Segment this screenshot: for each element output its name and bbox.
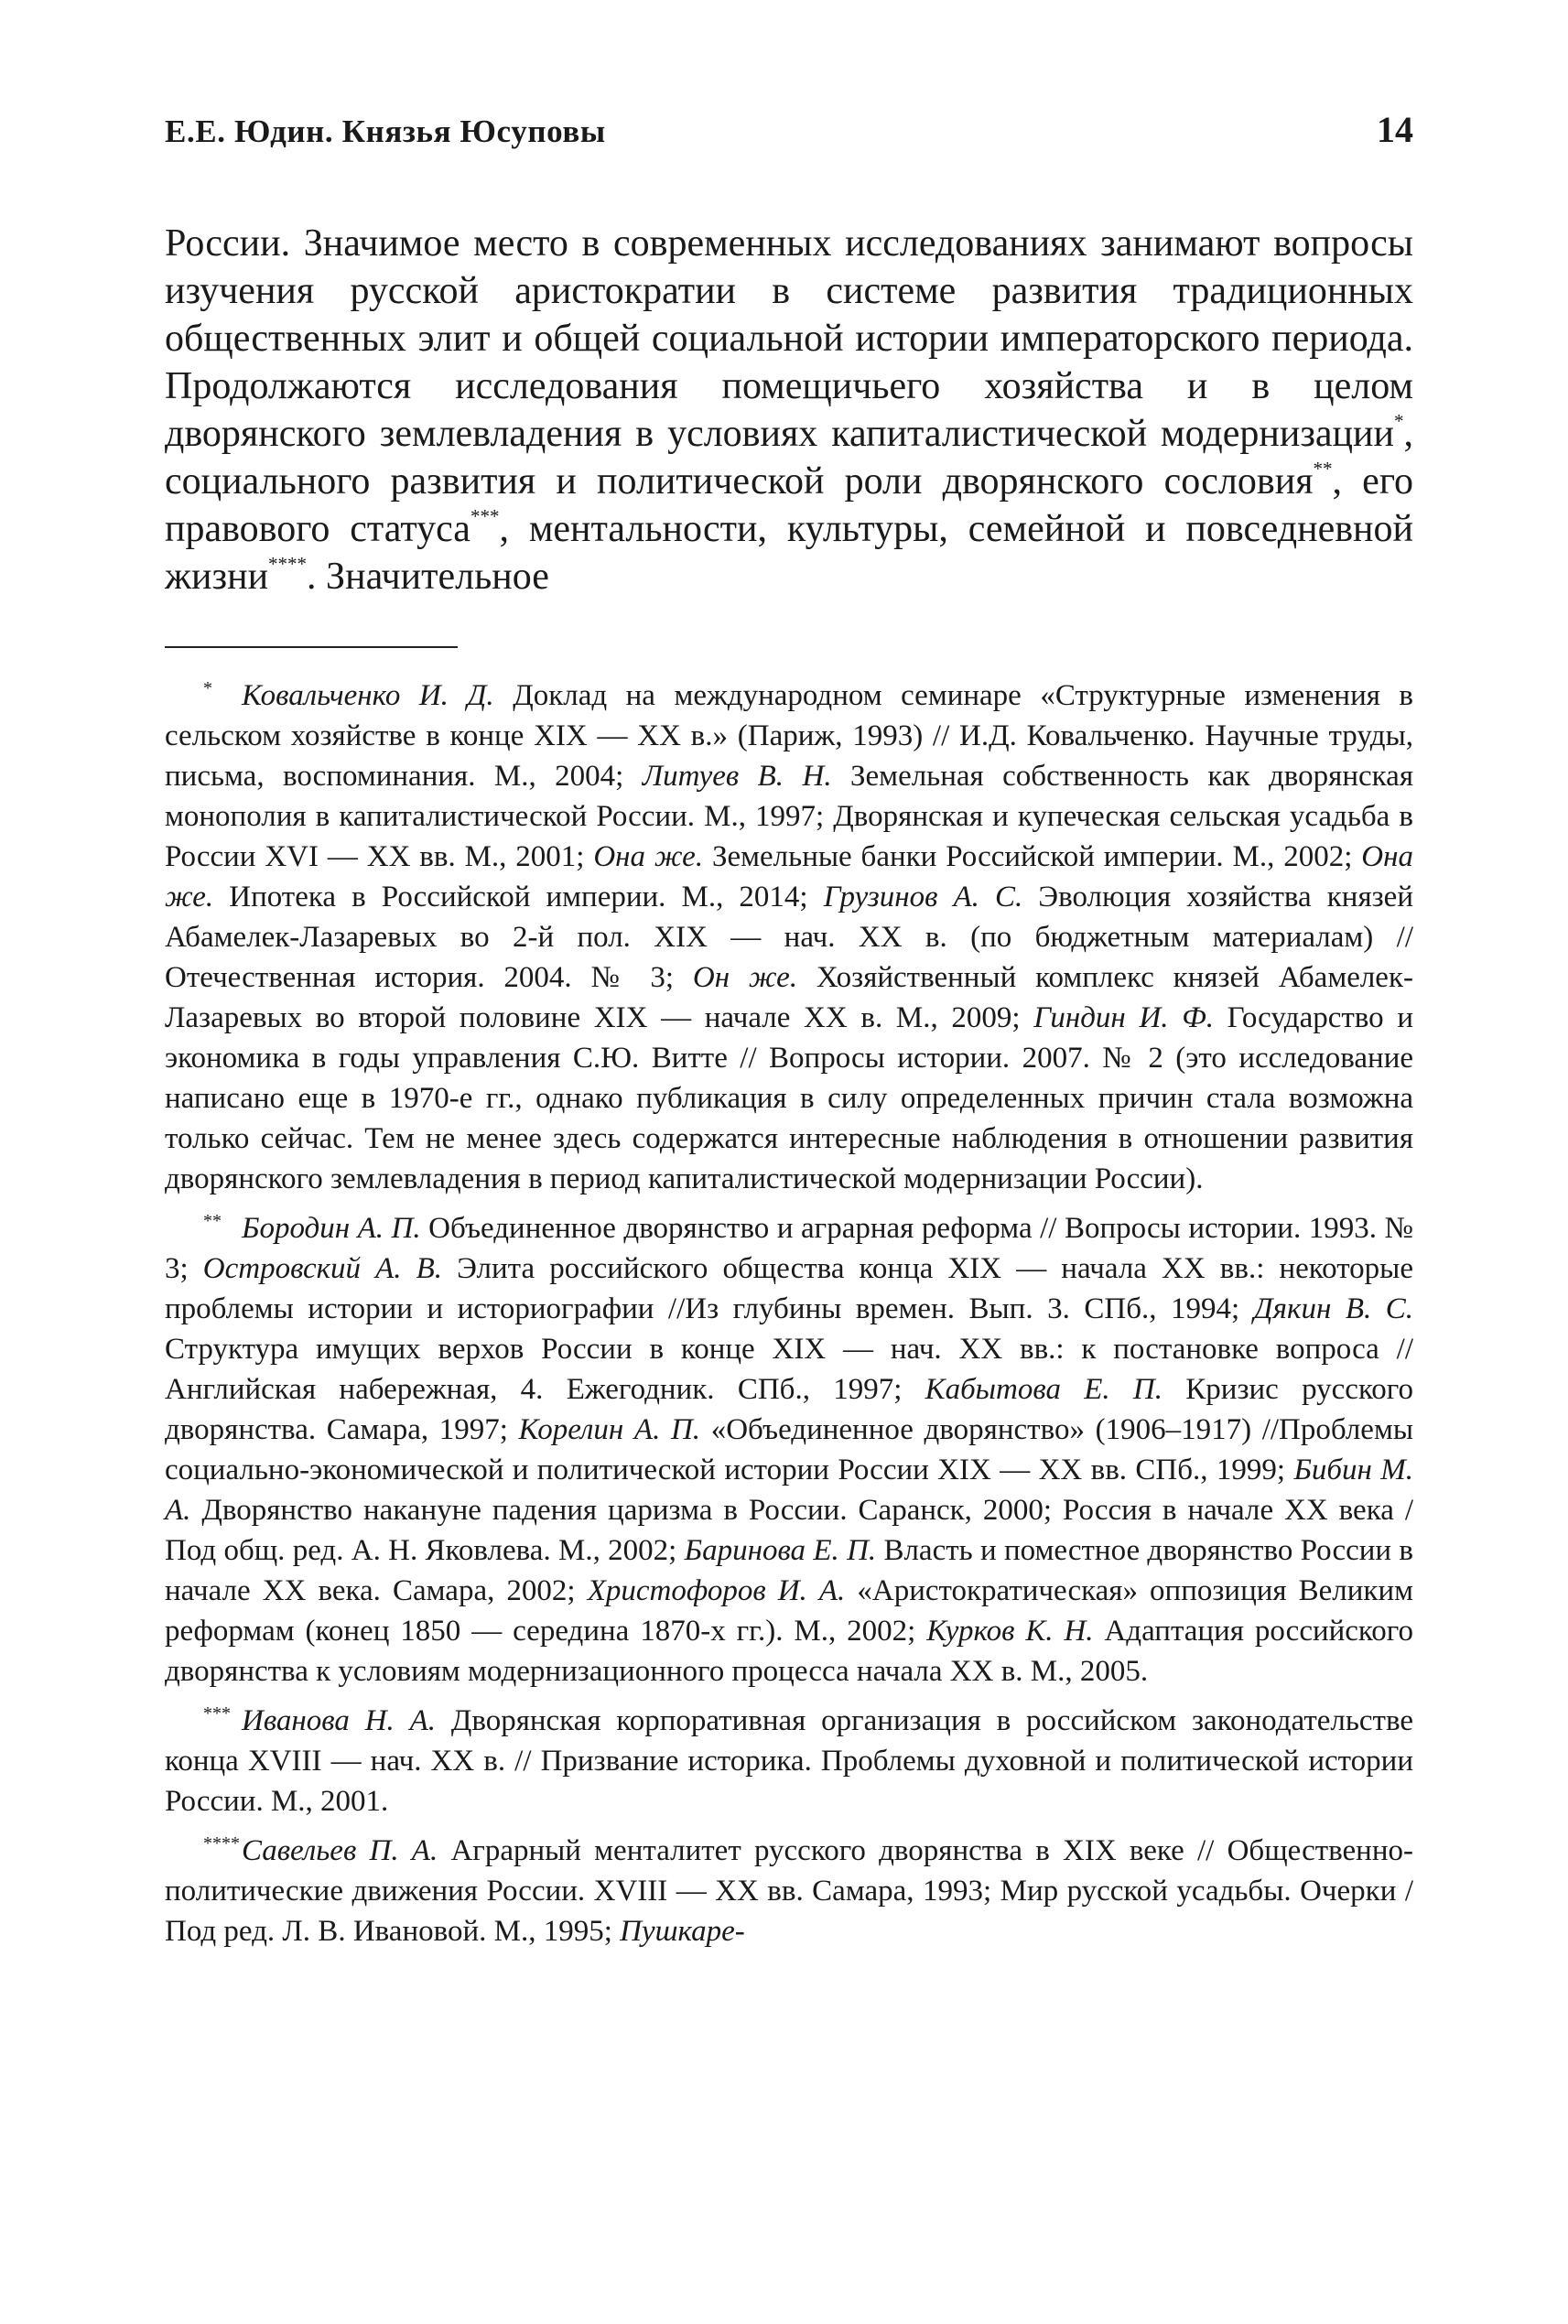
footnote-1: * Ковальченко И. Д. Доклад на международном семинаре «Структурные изменения в сельском хозяйстве в конце XIX — XX в.» (Париж, 1993) // И.Д. Ковальченко. Научные труды, письма, воспоминания. М., 2004; Литуев В. Н. Земельная собственность как дворянская монополия в капиталистической России. М., 1997; Дворянская и купеческая сельская усадьба в России XVI — XX вв. М., 2001; Она же. Земельные банки Российской империи. М., 2002; Она же. Ипотека в Российской империи. М., 2014; Грузинов А. С. Эволюция хозяйства князей Абамелек-Лазаревых во 2-й пол. XIX — нач. XX в. (по бюджетным материалам) // Отечественная история. 2004. № 3; Он же. Хозяйственный комплекс князей Абамелек-Лазаревых во второй половине XIX — начале XX в. М., 2009; Гиндин И. Ф. Государство и экономика в годы управления С.Ю. Витте // Вопросы истории. 2007. № 2 (это исследование написано еще в 1970-е гг., однако публикация в силу определенных причин стала возможна только сейчас. Тем не менее здесь содержатся интересные наблюдения в отношении развития дворянского землевладения в период капиталистической модернизации России). xyxy=(165,678,1414,1195)
footnote-text: «Аристократическая» оппозиция Великим реформам (конец 1850 — середина 1870-х гг.). М., 2002; xyxy=(165,1574,1414,1648)
footnote-text: Дворянская корпоративная организация в российском законодательстве конца XVIII — нач. XX в. // Призвание историка. Проблемы духовной и политической истории России. М., 2001. xyxy=(165,1704,1414,1818)
text-segment: России. Значимое место в современных исследованиях занимают вопросы изучения русской аристократии в системе развития традиционных общественных элит и общей социальной истории императорского периода. Продолжаются исследования помещичьего хозяйства и в целом дворянского землевладения в условиях капиталистической модернизации xyxy=(165,222,1413,455)
author: Ковальченко И. Д. xyxy=(242,679,494,712)
footnote-text: Объединенное дворянство и аграрная реформа // Вопросы истории. 1993. № 3; xyxy=(165,1212,1413,1285)
text-segment: , его правового статуса xyxy=(165,460,1414,550)
author: Литуев В. Н. xyxy=(642,760,832,793)
page xyxy=(165,108,1413,1961)
author: Курков К. Н. xyxy=(926,1615,1094,1648)
footnote-text: Хозяйственный комплекс князей Абамелек-Лазаревых во второй половине XIX — начале XX в. М., 2009; xyxy=(165,961,1413,1034)
page-number: 14 xyxy=(1377,109,1413,150)
footnote-text: Земельные банки Российской империи. М., 2002; xyxy=(703,840,1362,873)
author: Иванова Н. А. xyxy=(242,1704,437,1737)
main-text xyxy=(165,220,1413,600)
footnote-text: Элита российского общества конца XIX — начала XX вв.: некоторые проблемы истории и историографии //Из глубины времен. Вып. 3. СПб., 1994; xyxy=(165,1252,1413,1325)
footnote-text: Кризис русского дворянства. Самара, 1997; xyxy=(165,1373,1414,1446)
text-segment: . Значительное xyxy=(307,556,549,598)
author: Баринова Е. П. xyxy=(684,1534,877,1567)
author: Бородин А. П. xyxy=(242,1212,421,1245)
author: Кабытова Е. П. xyxy=(925,1373,1163,1406)
footnote-text: Адаптация российского дворянства к условиям модернизационного процесса начала XX в. М., 2005. xyxy=(165,1615,1414,1688)
author: Она же. xyxy=(165,840,1413,913)
footnote-text: Дворянство накануне падения царизма в России. Саранск, 2000; Россия в начале XX века / Под общ. ред. А. Н. Яковлева. М., 2002; xyxy=(165,1494,1413,1567)
footnote-ref-1: * xyxy=(1394,410,1404,433)
author: Корелин А. П. xyxy=(518,1413,701,1446)
footnote-separator xyxy=(165,646,458,648)
footnote-text: Структура имущих верхов России в конце XIX — нач. XX вв.: к постановке вопроса // Английская набережная, 4. Ежегодник. СПб., 1997; xyxy=(165,1333,1413,1406)
running-head xyxy=(165,108,1413,163)
footnotes xyxy=(165,676,1413,1951)
footnote-ref-2: ** xyxy=(1313,458,1333,481)
footnote-text: Аграрный менталитет русского дворянства в XIX веке // Общественно-политические движения России. XVIII — XX вв. Самара, 1993; Мир русской усадьбы. Очерки / Под ред. Л. В. Ивановой. М., 1995; xyxy=(165,1834,1413,1948)
author: Христофоров И. А. xyxy=(587,1574,846,1607)
author: Он же. xyxy=(692,961,798,994)
author: Савельев П. А. xyxy=(242,1834,438,1867)
footnote-text: «Объединенное дворянство» (1906–1917) //Проблемы социально-экономической и политической истории России XIX — XX вв. СПб., 1999; xyxy=(165,1413,1414,1486)
footnote-text: Доклад на международном семинаре «Структурные изменения в сельском хозяйстве в конце XIX — XX в.» (Париж, 1993) // И.Д. Ковальченко. Научные труды, письма, воспоминания. М., 2004; xyxy=(165,679,1413,793)
author: Пушкаре- xyxy=(620,1915,745,1948)
footnote-text: Государство и экономика в годы управления С.Ю. Витте // Вопросы истории. 2007. № 2 (это исследование написано еще в 1970-е гг., однако публикация в силу определенных причин стала возможна только сейчас. Тем не менее здесь содержатся интересные наблюдения в отношении развития дворянского землевладения в период капиталистической модернизации России). xyxy=(165,1001,1413,1195)
main-paragraph xyxy=(165,220,1413,600)
text-segment: , ментальности, культуры, семейной и повседневной жизни xyxy=(165,508,1414,598)
footnote-ref-4: **** xyxy=(268,553,308,576)
footnote-4: ****Савельев П. А. Аграрный менталитет русского дворянства в XIX веке // Общественно-политические движения России. XVIII — XX вв. Самара, 1993; Мир русской усадьбы. Очерки / Под ред. Л. В. Ивановой. М., 1995; Пушкаре- xyxy=(165,1833,1413,1948)
footnote-text: Эволюция хозяйства князей Абамелек-Лазаревых во 2-й пол. XIX — нач. XX в. (по бюджетным материалам) // Отечественная история. 2004. № 3; xyxy=(165,881,1413,994)
author: Грузинов А. С. xyxy=(823,881,1023,913)
footnote-2: ** Бородин А. П. Объединенное дворянство и аграрная реформа // Вопросы истории. 1993. № 3; Островский А. В. Элита российского общества конца XIX — начала XX вв.: некоторые проблемы истории и историографии //Из глубины времен. Вып. 3. СПб., 1994; Дякин В. С. Структура имущих верхов России в конце XIX — нач. XX вв.: к постановке вопроса // Английская набережная, 4. Ежегодник. СПб., 1997; Кабытова Е. П. Кризис русского дворянства. Самара, 1997; Корелин А. П. «Объединенное дворянство» (1906–1917) //Проблемы социально-экономической и политической истории России XIX — XX вв. СПб., 1999; Бибин М. А. Дворянство накануне падения царизма в России. Саранск, 2000; Россия в начале XX века / Под общ. ред. А. Н. Яковлева. М., 2002; Баринова Е. П. Власть и поместное дворянство России в начале XX века. Самара, 2002; Христофоров И. А. «Аристократическая» оппозиция Великим реформам (конец 1850 — середина 1870-х гг.). М., 2002; Курков К. Н. Адаптация российского дворянства к условиям модернизационного процесса начала XX в. М., 2005. xyxy=(165,1211,1414,1688)
footnote-text: Ипотека в Российской империи. М., 2014; xyxy=(213,881,824,913)
author: Гиндин И. Ф. xyxy=(1033,1001,1214,1034)
footnote-text: Земельная собственность как дворянская монополия в капиталистической России. М., 1997; Дворянская и купеческая сельская усадьба в России XVI — XX вв. М., 2001; xyxy=(165,760,1414,873)
footnote-ref-3: *** xyxy=(470,505,500,528)
author: Дякин В. С. xyxy=(1253,1292,1413,1325)
author: Она же. xyxy=(593,840,704,873)
author: Островский А. В. xyxy=(202,1252,443,1285)
running-title: Е.Е. Юдин. Князья Юсуповы xyxy=(165,113,606,149)
footnote-3: *** Иванова Н. А. Дворянская корпоративная организация в российском законодательстве конца XVIII — нач. XX в. // Призвание историка. Проблемы духовной и политической истории России. М., 2001. xyxy=(165,1703,1414,1818)
text-segment: , социального развития и политической роли дворянского сословия xyxy=(165,413,1413,503)
footnote-text: Власть и поместное дворянство России в начале XX века. Самара, 2002; xyxy=(165,1534,1413,1607)
author: Бибин М. А. xyxy=(165,1454,1413,1527)
